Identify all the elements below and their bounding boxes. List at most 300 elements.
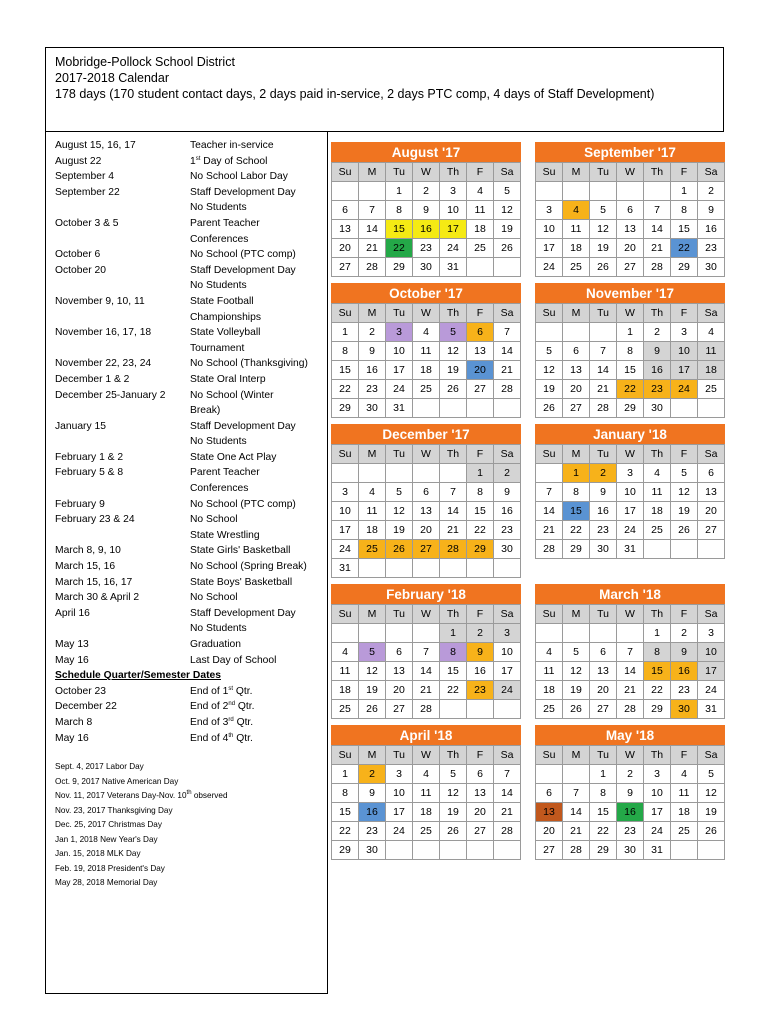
day-cell: 13 xyxy=(698,483,725,502)
day-cell: 12 xyxy=(359,662,386,681)
event-row xyxy=(55,419,327,435)
event-description: No Students xyxy=(190,623,247,635)
day-cell: 27 xyxy=(386,700,413,719)
day-cell: 27 xyxy=(467,380,494,399)
day-cell: 22 xyxy=(644,681,671,700)
weekday-header: Th xyxy=(644,746,671,765)
month-calendar xyxy=(535,142,725,277)
day-cell: 13 xyxy=(386,662,413,681)
weekday-header: M xyxy=(359,746,386,765)
empty-cell xyxy=(467,399,494,418)
weekday-header: Sa xyxy=(698,605,725,624)
day-cell: 15 xyxy=(617,361,644,380)
event-row xyxy=(55,216,327,232)
weekday-header: F xyxy=(467,304,494,323)
day-cell: 30 xyxy=(413,258,440,277)
event-row xyxy=(55,575,327,591)
event-row xyxy=(55,450,327,466)
day-cell: 18 xyxy=(698,361,725,380)
empty-cell xyxy=(698,399,725,418)
weekday-header: Sa xyxy=(494,605,521,624)
event-row xyxy=(55,497,327,513)
day-cell: 16 xyxy=(590,502,617,521)
day-cell: 2 xyxy=(467,624,494,643)
schedule-date: December 22 xyxy=(55,701,117,713)
day-cell: 15 xyxy=(671,220,698,239)
month-title: December '17 xyxy=(331,424,521,444)
day-cell: 16 xyxy=(467,662,494,681)
day-cell: 19 xyxy=(698,803,725,822)
event-row xyxy=(55,263,327,279)
day-cell: 5 xyxy=(359,643,386,662)
day-cell: 28 xyxy=(563,841,590,860)
day-cell: 17 xyxy=(617,502,644,521)
day-cell: 18 xyxy=(536,681,563,700)
day-cell: 19 xyxy=(671,502,698,521)
holiday-item: Sept. 4, 2017 Labor Day xyxy=(55,762,144,772)
day-cell: 24 xyxy=(332,540,359,559)
day-cell: 3 xyxy=(644,765,671,784)
day-cell: 15 xyxy=(590,803,617,822)
day-cell: 20 xyxy=(536,822,563,841)
weekday-header: Tu xyxy=(590,445,617,464)
day-cell: 2 xyxy=(359,765,386,784)
weekday-header: Sa xyxy=(698,445,725,464)
schedule-row xyxy=(55,699,327,715)
day-cell: 14 xyxy=(644,220,671,239)
event-row xyxy=(55,621,327,637)
event-description: Graduation xyxy=(190,639,241,650)
empty-cell xyxy=(536,323,563,342)
empty-cell xyxy=(644,182,671,201)
day-cell: 23 xyxy=(644,380,671,399)
event-date xyxy=(55,481,190,497)
day-cell: 26 xyxy=(590,258,617,277)
day-cell: 14 xyxy=(563,803,590,822)
day-cell: 3 xyxy=(332,483,359,502)
weekday-header: Su xyxy=(536,304,563,323)
empty-cell xyxy=(563,624,590,643)
empty-cell xyxy=(413,841,440,860)
day-cell: 25 xyxy=(536,700,563,719)
day-cell: 19 xyxy=(494,220,521,239)
day-cell: 3 xyxy=(386,765,413,784)
day-cell: 14 xyxy=(617,662,644,681)
day-cell: 24 xyxy=(494,681,521,700)
day-cell: 1 xyxy=(386,182,413,201)
day-cell: 7 xyxy=(413,643,440,662)
day-cell: 10 xyxy=(644,784,671,803)
day-cell: 31 xyxy=(440,258,467,277)
weekday-header: Su xyxy=(536,163,563,182)
event-date: October 6 xyxy=(55,249,101,261)
day-cell: 22 xyxy=(617,380,644,399)
event-date: February 23 & 24 xyxy=(55,514,135,526)
day-cell: 5 xyxy=(671,464,698,483)
day-cell: 10 xyxy=(617,483,644,502)
day-cell: 29 xyxy=(386,258,413,277)
event-description: State Football xyxy=(190,295,254,307)
month-calendar xyxy=(535,725,725,860)
day-cell: 4 xyxy=(413,765,440,784)
empty-cell xyxy=(671,841,698,860)
day-cell: 8 xyxy=(617,342,644,361)
event-row xyxy=(55,637,327,653)
day-cell: 1 xyxy=(671,182,698,201)
event-row xyxy=(55,294,327,310)
day-cell: 21 xyxy=(644,239,671,258)
day-cell: 23 xyxy=(698,239,725,258)
day-cell: 4 xyxy=(413,323,440,342)
event-description: No School (Spring Break) xyxy=(190,561,307,573)
day-cell: 7 xyxy=(617,643,644,662)
empty-cell xyxy=(467,258,494,277)
day-cell: 19 xyxy=(359,681,386,700)
event-row xyxy=(55,247,327,263)
day-cell: 6 xyxy=(332,201,359,220)
weekday-header: F xyxy=(671,746,698,765)
day-cell: 9 xyxy=(698,201,725,220)
day-cell: 1 xyxy=(590,765,617,784)
weekday-header: M xyxy=(359,163,386,182)
empty-cell xyxy=(536,182,563,201)
empty-cell xyxy=(563,765,590,784)
event-date: November 9, 10, 11 xyxy=(55,295,145,307)
month-title: April '18 xyxy=(331,725,521,745)
empty-cell xyxy=(386,464,413,483)
day-cell: 30 xyxy=(359,399,386,418)
empty-cell xyxy=(440,559,467,578)
day-cell: 22 xyxy=(590,822,617,841)
holiday-list xyxy=(55,760,327,891)
event-date xyxy=(55,200,190,216)
day-cell: 29 xyxy=(332,841,359,860)
day-cell: 23 xyxy=(413,239,440,258)
empty-cell xyxy=(386,559,413,578)
schedule-row xyxy=(55,731,327,747)
day-cell: 25 xyxy=(671,822,698,841)
holiday-item: Oct. 9, 2017 Native American Day xyxy=(55,776,179,786)
day-cell: 24 xyxy=(536,258,563,277)
day-cell: 23 xyxy=(359,380,386,399)
weekday-header: Tu xyxy=(386,163,413,182)
weekday-header: Sa xyxy=(698,746,725,765)
day-cell: 14 xyxy=(494,784,521,803)
day-cell: 15 xyxy=(563,502,590,521)
empty-cell xyxy=(590,624,617,643)
month-calendar xyxy=(331,424,521,578)
weekday-header: W xyxy=(617,605,644,624)
schedule-date: May 16 xyxy=(55,732,89,744)
day-cell: 2 xyxy=(698,182,725,201)
event-row xyxy=(55,465,327,481)
event-row xyxy=(55,559,327,575)
day-cell: 5 xyxy=(698,765,725,784)
day-cell: 2 xyxy=(644,323,671,342)
day-cell: 12 xyxy=(698,784,725,803)
day-cell: 16 xyxy=(494,502,521,521)
weekday-header: Th xyxy=(644,605,671,624)
empty-cell xyxy=(440,464,467,483)
event-row xyxy=(55,185,327,201)
day-cell: 15 xyxy=(467,502,494,521)
schedule-description: End of 3rd Qtr. xyxy=(190,716,254,728)
day-cell: 8 xyxy=(332,784,359,803)
schedule-date: March 8 xyxy=(55,716,93,728)
event-row xyxy=(55,138,327,154)
day-cell: 16 xyxy=(644,361,671,380)
event-description: Staff Development Day xyxy=(190,420,296,432)
day-cell: 30 xyxy=(494,540,521,559)
event-description: 1st Day of School xyxy=(190,155,268,167)
schedule-description: End of 2nd Qtr. xyxy=(190,701,255,713)
empty-cell xyxy=(413,399,440,418)
month-grid xyxy=(331,444,521,578)
day-cell: 3 xyxy=(617,464,644,483)
event-row xyxy=(55,653,327,669)
day-cell: 7 xyxy=(644,201,671,220)
event-description: Conferences xyxy=(190,483,249,495)
day-cell: 11 xyxy=(536,662,563,681)
month-grid xyxy=(535,303,725,418)
day-cell: 16 xyxy=(359,361,386,380)
day-cell: 21 xyxy=(536,521,563,540)
day-cell: 6 xyxy=(698,464,725,483)
empty-cell xyxy=(536,624,563,643)
day-cell: 31 xyxy=(332,559,359,578)
day-cell: 29 xyxy=(644,700,671,719)
weekday-header: F xyxy=(671,605,698,624)
weekday-header: Th xyxy=(440,445,467,464)
weekday-header: F xyxy=(671,304,698,323)
day-cell: 14 xyxy=(494,342,521,361)
day-cell: 7 xyxy=(359,201,386,220)
holiday-item: May 28, 2018 Memorial Day xyxy=(55,878,158,888)
event-date: December 1 & 2 xyxy=(55,373,130,385)
day-cell: 25 xyxy=(644,521,671,540)
month-grid xyxy=(535,604,725,719)
empty-cell xyxy=(413,464,440,483)
day-cell: 16 xyxy=(698,220,725,239)
empty-cell xyxy=(413,559,440,578)
event-date xyxy=(55,232,190,248)
day-cell: 24 xyxy=(440,239,467,258)
empty-cell xyxy=(332,464,359,483)
day-cell: 29 xyxy=(332,399,359,418)
day-cell: 27 xyxy=(413,540,440,559)
day-cell: 25 xyxy=(563,258,590,277)
empty-cell xyxy=(563,323,590,342)
day-cell: 15 xyxy=(644,662,671,681)
empty-cell xyxy=(413,624,440,643)
empty-cell xyxy=(563,182,590,201)
day-cell: 17 xyxy=(494,662,521,681)
weekday-header: Su xyxy=(332,163,359,182)
day-cell: 23 xyxy=(590,521,617,540)
day-cell: 28 xyxy=(644,258,671,277)
weekday-header: M xyxy=(359,605,386,624)
holiday-item: Jan 1, 2018 New Year's Day xyxy=(55,834,158,844)
day-cell: 5 xyxy=(440,765,467,784)
month-grid xyxy=(535,745,725,860)
event-date: February 9 xyxy=(55,498,105,510)
day-cell: 8 xyxy=(332,342,359,361)
weekday-header: W xyxy=(617,746,644,765)
weekday-header: W xyxy=(413,304,440,323)
day-cell: 30 xyxy=(617,841,644,860)
day-cell: 20 xyxy=(467,803,494,822)
day-cell: 7 xyxy=(440,483,467,502)
day-cell: 13 xyxy=(536,803,563,822)
day-cell: 8 xyxy=(467,483,494,502)
event-row xyxy=(55,154,327,170)
month-calendar xyxy=(331,725,521,860)
event-row xyxy=(55,388,327,404)
event-description: No Students xyxy=(190,202,247,214)
month-calendar xyxy=(535,283,725,418)
empty-cell xyxy=(536,464,563,483)
empty-cell xyxy=(671,399,698,418)
day-cell: 29 xyxy=(563,540,590,559)
event-date xyxy=(55,621,190,637)
day-cell: 19 xyxy=(590,239,617,258)
day-cell: 5 xyxy=(440,323,467,342)
event-description: Parent Teacher xyxy=(190,217,260,229)
holiday-item: Nov. 23, 2017 Thanksgiving Day xyxy=(55,805,173,815)
day-cell: 2 xyxy=(413,182,440,201)
event-date: November 16, 17, 18 xyxy=(55,327,152,339)
day-cell: 23 xyxy=(359,822,386,841)
month-grid xyxy=(535,162,725,277)
day-cell: 2 xyxy=(590,464,617,483)
day-cell: 2 xyxy=(671,624,698,643)
day-cell: 14 xyxy=(536,502,563,521)
day-cell: 18 xyxy=(413,803,440,822)
event-date xyxy=(55,434,190,450)
weekday-header: Su xyxy=(332,746,359,765)
weekday-header: Tu xyxy=(590,304,617,323)
day-cell: 15 xyxy=(440,662,467,681)
day-cell: 10 xyxy=(698,643,725,662)
day-cell: 31 xyxy=(386,399,413,418)
event-description: State Boys' Basketball xyxy=(190,576,293,588)
day-cell: 19 xyxy=(386,521,413,540)
day-cell: 2 xyxy=(494,464,521,483)
empty-cell xyxy=(536,765,563,784)
day-cell: 17 xyxy=(536,239,563,258)
day-cell: 17 xyxy=(671,361,698,380)
day-cell: 4 xyxy=(698,323,725,342)
weekday-header: F xyxy=(671,445,698,464)
month-calendar xyxy=(331,584,521,719)
day-cell: 18 xyxy=(644,502,671,521)
day-cell: 28 xyxy=(413,700,440,719)
day-cell: 21 xyxy=(494,361,521,380)
day-cell: 23 xyxy=(467,681,494,700)
day-cell: 3 xyxy=(536,201,563,220)
weekday-header: M xyxy=(563,163,590,182)
day-cell: 7 xyxy=(563,784,590,803)
day-cell: 10 xyxy=(494,643,521,662)
weekday-header: Su xyxy=(332,445,359,464)
weekday-header: Sa xyxy=(698,163,725,182)
day-cell: 9 xyxy=(671,643,698,662)
day-cell: 11 xyxy=(413,342,440,361)
day-cell: 17 xyxy=(440,220,467,239)
weekday-header: F xyxy=(671,163,698,182)
day-cell: 28 xyxy=(359,258,386,277)
event-date xyxy=(55,528,190,544)
day-cell: 5 xyxy=(536,342,563,361)
day-cell: 20 xyxy=(617,239,644,258)
day-cell: 4 xyxy=(536,643,563,662)
event-date: October 3 & 5 xyxy=(55,217,119,229)
day-cell: 26 xyxy=(536,399,563,418)
empty-cell xyxy=(467,700,494,719)
empty-cell xyxy=(386,841,413,860)
day-cell: 11 xyxy=(644,483,671,502)
weekday-header: M xyxy=(563,746,590,765)
day-cell: 20 xyxy=(332,239,359,258)
day-cell: 5 xyxy=(386,483,413,502)
day-cell: 21 xyxy=(563,822,590,841)
weekday-header: Th xyxy=(644,445,671,464)
day-cell: 29 xyxy=(671,258,698,277)
day-cell: 22 xyxy=(332,380,359,399)
empty-cell xyxy=(467,841,494,860)
weekday-header: F xyxy=(467,605,494,624)
schedule-date: October 23 xyxy=(55,685,106,697)
day-cell: 22 xyxy=(467,521,494,540)
day-cell: 27 xyxy=(332,258,359,277)
day-cell: 31 xyxy=(644,841,671,860)
day-cell: 24 xyxy=(671,380,698,399)
day-cell: 16 xyxy=(359,803,386,822)
event-description: Teacher in-service xyxy=(190,140,274,151)
weekday-header: F xyxy=(467,746,494,765)
event-row xyxy=(55,512,327,528)
day-cell: 28 xyxy=(536,540,563,559)
holiday-item: Nov. 11, 2017 Veterans Day-Nov. 10th observed xyxy=(55,790,228,801)
day-cell: 12 xyxy=(536,361,563,380)
day-cell: 30 xyxy=(698,258,725,277)
day-cell: 16 xyxy=(671,662,698,681)
event-description: Championships xyxy=(190,311,261,323)
event-description: No School (Thanksgiving) xyxy=(190,358,308,370)
day-cell: 6 xyxy=(563,342,590,361)
day-cell: 3 xyxy=(698,624,725,643)
weekday-header: Sa xyxy=(494,304,521,323)
event-row xyxy=(55,341,327,357)
day-cell: 13 xyxy=(332,220,359,239)
event-date: September 4 xyxy=(55,171,114,183)
weekday-header: W xyxy=(413,746,440,765)
day-cell: 27 xyxy=(536,841,563,860)
month-grid xyxy=(331,745,521,860)
weekday-header: F xyxy=(467,163,494,182)
weekday-header: Th xyxy=(440,746,467,765)
day-cell: 20 xyxy=(590,681,617,700)
day-cell: 6 xyxy=(590,643,617,662)
day-cell: 13 xyxy=(563,361,590,380)
event-date: January 15 xyxy=(55,420,106,432)
day-cell: 13 xyxy=(413,502,440,521)
month-calendar xyxy=(331,142,521,277)
day-cell: 10 xyxy=(332,502,359,521)
event-date: August 15, 16, 17 xyxy=(55,140,136,151)
day-cell: 17 xyxy=(644,803,671,822)
event-description: Last Day of School xyxy=(190,654,277,666)
